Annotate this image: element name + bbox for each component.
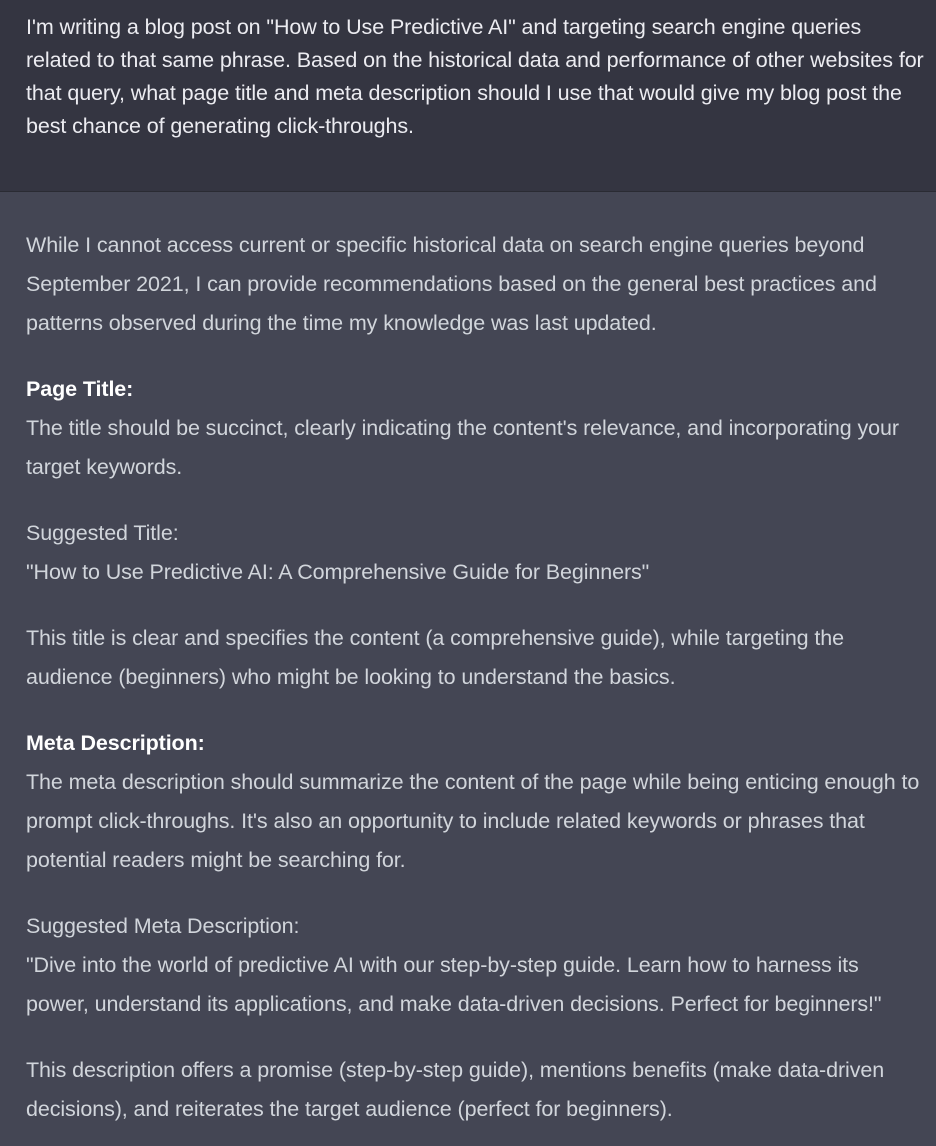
suggested-title-section [26,514,926,592]
page-title-body: The title should be succinct, clearly indicating the content's relevance, and incorporating your target keywords. [26,416,899,479]
title-explanation: This title is clear and specifies the content (a comprehensive guide), while targeting the audience (beginners) who might be looking to understand the basics. [26,626,844,689]
meta-description-heading: Meta Description: [26,731,205,755]
suggested-meta-text: "Dive into the world of predictive AI with our step-by-step guide. Learn how to harness its power, understand its applications, and make data-driven decisions. Perfect for beginners!" [26,953,882,1016]
meta-explanation: This description offers a promise (step-by-step guide), mentions benefits (make data-driven decisions), and reiterates the target audience (perfect for beginners). [26,1058,885,1121]
suggested-meta-section [26,907,926,1024]
user-message [0,0,936,192]
page-title-heading: Page Title: [26,377,134,401]
suggested-title-label: Suggested Title: [26,521,179,545]
page-title-section [26,370,926,487]
meta-description-section [26,724,926,880]
assistant-message [0,192,936,1129]
user-message-text: I'm writing a blog post on "How to Use Predictive AI" and targeting search engine queries related to that same phrase. Based on the historical data and performance of other websites for that query, what page title and meta description should I use that would give my blog post the best chance of generating click-throughs. [26,15,924,138]
suggested-meta-label: Suggested Meta Description: [26,914,300,938]
intro-paragraph: While I cannot access current or specific historical data on search engine queries beyond September 2021, I can provide recommendations based on the general best practices and patterns observed during the time my knowledge was last updated. [26,233,877,335]
suggested-title-text: "How to Use Predictive AI: A Comprehensive Guide for Beginners" [26,560,650,584]
meta-description-body: The meta description should summarize the content of the page while being enticing enough to prompt click-throughs. It's also an opportunity to include related keywords or phrases that potential readers might be searching for. [26,770,920,872]
